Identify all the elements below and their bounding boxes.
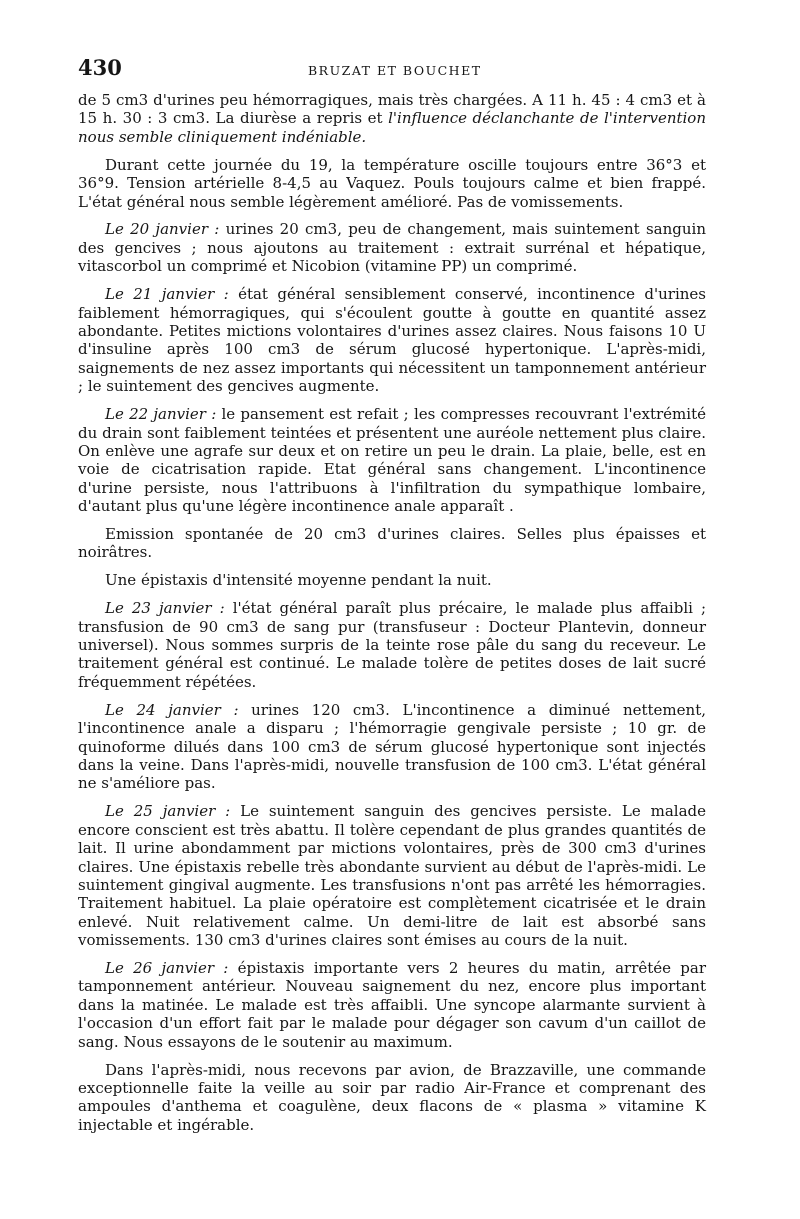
text-run: Dans l'après-midi, nous recevons par avion, de Brazzaville, une commande exceptionnelle faite la veille au soir par radio Air-France et comprenant des ampoules d'anthema et coagulène, deux flacons de « plasma » vitamine K injectable et ingérable. [78,1060,706,1134]
italic-text: Le 23 janvier : [105,599,225,618]
book-page [78,55,706,1144]
italic-text: Le 22 janvier : [105,405,217,424]
body-text [78,91,706,1134]
paragraph [78,285,706,395]
paragraph [78,1061,706,1135]
text-run: Le suintement sanguin des gencives persiste. Le malade encore conscient est très abattu. Il tolère cependant de plus grandes quantités de lait. Il urine abondamment par mictions volontaires, près de 300 cm3 d'urines claires. Une épistaxis rebelle très abondante survient au début de l'après-midi. Le suintement gingival augmente. Les transfusions n'ont pas arrêté les hémorragies. Traitement habituel. La plaie opératoire est complètement cicatrisée et le drain enlevé. Nuit relativement calme. Un demi-litre de lait est absorbé sans vomissements. 130 cm3 d'urines claires sont émises au cours de la nuit. [78,802,706,950]
text-run: l'état général paraît plus précaire, le malade plus affaibli ; transfusion de 90 cm3 de sang pur (transfuseur : Docteur Plantevin, donneur universel). Nous sommes surpris de la teinte rose pâle du sang du receveur. Le traitement général est continué. Le malade tolère de petites doses de lait sucré fréquemment répétées. [78,599,706,691]
text-run: urines 20 cm3, peu de changement, mais suintement sanguin des gencives ; nous ajoutons au traitement : extrait surrénal et hépatique, vitascorbol un comprimé et Nicobion (vitamine PP) un comprimé. [78,220,706,276]
paragraph [78,802,706,949]
text-run: le pansement est refait ; les compresses recouvrant l'extrémité du drain sont faiblement teintées et présentent une auréole nettement plus claire. On enlève une agrafe sur deux et on retire un peu le drain. La plaie, belle, est en voie de cicatrisation rapide. Etat général sans changement. L'incontinence d'urine persiste, nous l'attribuons à l'infiltration du sympathique lombaire, d'autant plus qu'une légère incontinence anale apparaît . [78,405,706,516]
paragraph [78,701,706,793]
text-run: Une épistaxis d'intensité moyenne pendant la nuit. [105,571,492,590]
paragraph [78,959,706,1051]
italic-text: Le 24 janvier : [105,700,239,719]
paragraph [78,571,706,589]
text-run: Durant cette journée du 19, la température oscille toujours entre 36°3 et 36°9. Tension artérielle 8-4,5 au Vaquez. Pouls toujours calme et bien frappé. L'état général nous semble légèrement amélioré. Pas de vomissements. [78,155,706,211]
running-title: BRUZAT ET BOUCHET [308,63,482,78]
page-number: 430 [78,55,122,80]
page-header [78,55,706,91]
italic-text: l'influence déclanchante de l'intervention nous semble cliniquement indéniable. [78,109,706,146]
text-run: de 5 cm3 d'urines peu hémorragiques, mais très chargées. A 11 h. 45 : 4 cm3 et à 15 h. 30 : 3 cm3. La diurèse a repris et [78,91,706,128]
paragraph [78,405,706,515]
italic-text: Le 21 janvier : [105,285,229,304]
text-run: état général sensiblement conservé, incontinence d'urines faiblement hémorragiques, qui s'écoulent goutte à goutte en quantité assez abondante. Petites mictions volontaires d'urines assez claires. Nous faisons 10 U d'insuline après 100 cm3 de sérum glucosé hypertonique. L'après-midi, saignements de nez assez importants qui nécessitent un tamponnement antérieur ; le suintement des gencives augmente. [78,285,706,396]
text-run: épistaxis importante vers 2 heures du matin, arrêtée par tamponnement antérieur. Nouveau saignement du nez, encore plus important dans la matinée. Le malade est très affaibli. Une syncope alarmante survient à l'occasion d'un effort fait par le malade pour dégager son cavum d'un caillot de sang. Nous essayons de le soutenir au maximum. [78,959,706,1051]
paragraph [78,156,706,211]
italic-text: Le 20 janvier : [105,220,220,239]
paragraph [78,525,706,562]
paragraph [78,220,706,275]
paragraph [78,91,706,146]
italic-text: Le 26 janvier : [105,959,229,978]
italic-text: Le 25 janvier : [105,802,231,821]
text-run: Emission spontanée de 20 cm3 d'urines claires. Selles plus épaisses et noirâtres. [78,525,706,562]
paragraph [78,599,706,691]
text-run: urines 120 cm3. L'incontinence a diminué nettement, l'incontinence anale a disparu ; l'hémorragie gengivale persiste ; 10 gr. de quinoforme dilués dans 100 cm3 de sérum glucosé hypertonique sont injectés dans la veine. Dans l'après-midi, nouvelle transfusion de 100 cm3. L'état général ne s'améliore pas. [78,700,706,793]
